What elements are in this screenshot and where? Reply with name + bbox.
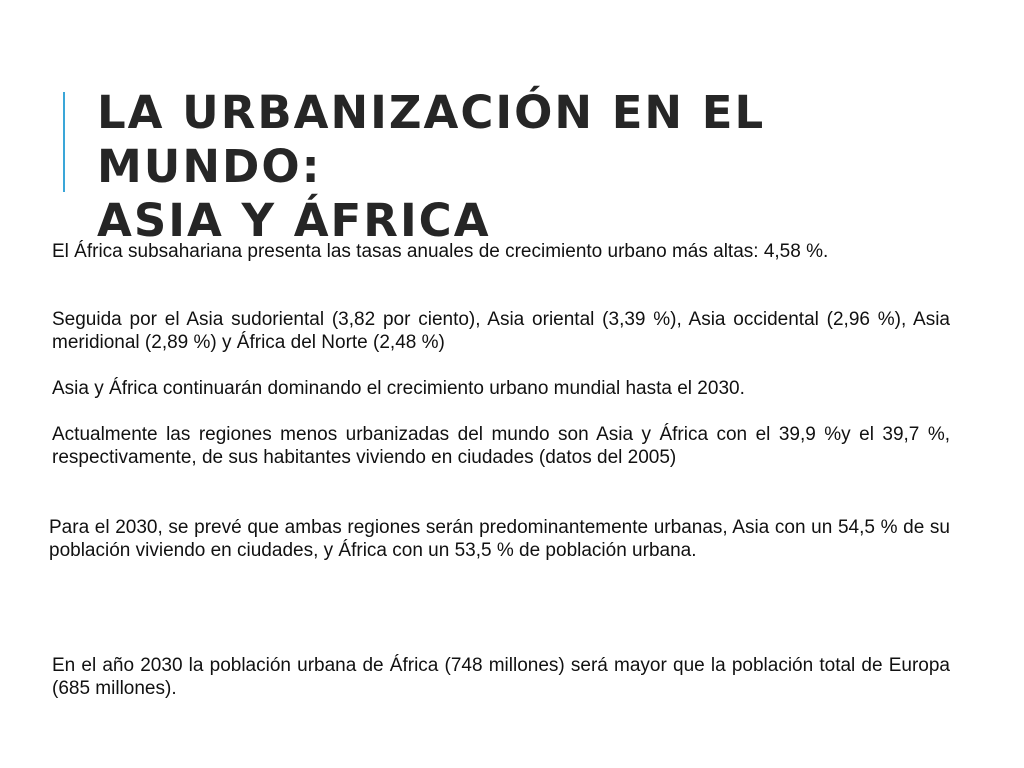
paragraph-4: Actualmente las regiones menos urbanizadas del mundo son Asia y África con el 39,9 %y el 39,7 %, respectivamente, de sus habitantes viviendo en ciudades (datos del 2005) xyxy=(52,424,950,468)
paragraph-5: Para el 2030, se prevé que ambas regiones serán predominantemente urbanas, Asia con un 54,5 % de su población viviendo en ciudades, y África con un 53,5 % de población urbana. xyxy=(49,517,950,561)
paragraph-2: Seguida por el Asia sudoriental (3,82 por ciento), Asia oriental (3,39 %), Asia occidental (2,96 %), Asia meridional (2,89 %) y África del Norte (2,48 %) xyxy=(52,309,950,353)
paragraph-6: En el año 2030 la población urbana de África (748 millones) será mayor que la población total de Europa (685 millones). xyxy=(52,655,950,699)
title-accent-bar xyxy=(63,92,65,192)
paragraph-1: El África subsahariana presenta las tasas anuales de crecimiento urbano más altas: 4,58 %. xyxy=(52,241,829,262)
slide-title-line-2: ASIA Y ÁFRICA xyxy=(97,194,491,247)
slide-title-line-1: LA URBANIZACIÓN EN EL MUNDO: xyxy=(97,86,766,193)
paragraph-3: Asia y África continuarán dominando el crecimiento urbano mundial hasta el 2030. xyxy=(52,378,745,399)
slide-title xyxy=(97,86,977,248)
